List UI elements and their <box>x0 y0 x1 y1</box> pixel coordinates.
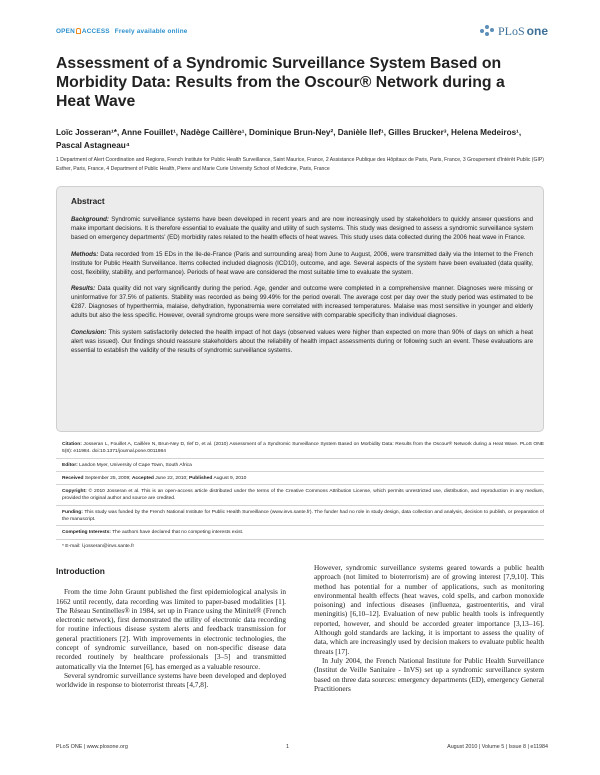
body-paragraph: However, syndromic surveillance systems geared towards a public health approach (not limited to bioterrorism) are of growing interest [7,9,10]. This method has potential for a number of applications, such as monitoring environmental health effects (heat waves, cold spells, and carbon monoxide poisoning) and infectious diseases (influenza, gastroenteritis, and viral meningitis) [6,10–12]. Evaluation of new public health tools is infrequently reported, however, and should be accorded greater importance [3,13–16]. Although gold standards are lacking, it is important to assess the quality of data, which are increasingly used by decision makers to evaluate public health threats [17]. <box>314 563 544 656</box>
editor-text: Landon Myer, University of Cape Town, South Africa <box>77 462 192 468</box>
funding-text: This study was funded by the French National Institute for Public Health Surveillance (www.invs.sante.fr). The funder had no role in study design, data collection and analysis, decision to publish, or preparation of the manuscript. <box>62 509 544 523</box>
body-left-column <box>56 563 286 690</box>
conclusion-text: This system satisfactorily detected the health impact of hot days (observed values were higher than expected on more than 90% of days on which a heat alert was issued). Our findings should reassure stakeholders about the reliability of health impact assessments during or following such an event. These evaluations are essential to establish the validity of the results of syndromic surveillance systems. <box>71 329 533 354</box>
competing-row <box>56 525 544 538</box>
body-right-column <box>314 563 544 693</box>
abstract-box <box>56 186 544 432</box>
plos-one-logo <box>480 22 548 40</box>
footer-issue: August 2010 | Volume 5 | Issue 8 | e11984 <box>447 744 548 750</box>
citation-label: Citation: <box>62 442 82 447</box>
abstract-results <box>71 285 533 321</box>
funding-label: Funding: <box>62 509 83 515</box>
open-label: OPEN <box>56 28 75 35</box>
author-list: Loïc Josseran¹*, Anne Fouillet¹, Nadège Caillère¹, Dominique Brun-Ney², Danièle Ilef¹, Gilles Brucker³, Helena Medeiros¹, Pascal Astagneau⁴ <box>56 128 522 150</box>
received-text: September 25, 2009; <box>83 475 132 481</box>
access-label: ACCESS <box>81 28 110 35</box>
background-label: Background: <box>71 216 109 223</box>
article-metadata <box>56 438 544 552</box>
accepted-text: June 22, 2010; <box>153 475 189 481</box>
editor-label: Editor: <box>62 462 78 468</box>
page-footer <box>56 744 548 750</box>
introduction-heading: Introduction <box>56 566 105 576</box>
abstract-heading: Abstract <box>71 196 105 206</box>
copyright-label: Copyright: <box>62 489 87 495</box>
accepted-label: Accepted <box>131 475 154 481</box>
logo-plos: PLoS <box>497 23 525 38</box>
citation-text: Josseran L, Fouillet A, Caillère N, Brun-Ney D, Ilef D, et al. (2010) Assessment of a Syndromic Surveillance System Based on Morbidity Data: Results from the Oscour® Network during a Heat Wave. PLoS ONE 5(8): e11984. doi:10.1371/journal.pone.0011984 <box>62 442 544 455</box>
methods-label: Methods: <box>71 250 99 258</box>
email-row <box>56 539 544 552</box>
competing-text: The authors have declared that no competing interests exist. <box>110 530 244 536</box>
citation-row <box>56 438 544 458</box>
abstract-background <box>71 216 533 243</box>
open-lock-icon <box>76 28 81 34</box>
footer-journal: PLoS ONE | www.plosone.org <box>56 744 128 750</box>
plos-dots-icon <box>480 24 496 38</box>
results-text: Data quality did not vary significantly during the period. Age, gender and outcome were completed in a comprehensive manner. Diagnoses were missing or uninformative for 37.5% of patients. Stability was recorded as being 99.49% for the period overall. The average cost per day over the study period was estimated to be €287. Diagnoses of hyperthermia, malaise, dehydration, hyponatremia were correlated with increased temperatures. Malaise was most sensitive in younger and elderly adults but also the less specific. However, overall syndrome groups were more sensitive with comparable specificity than individual diagnoses. <box>71 285 533 320</box>
results-label: Results: <box>71 285 96 293</box>
background-text: Syndromic surveillance systems have been developed in recent years and are now increasingly used by stakeholders to quickly answer questions and make important decisions. It is therefore essential to evaluate the quality and utility of such systems. This study was designed to assess a syndromic surveillance system based on emergency departments' (ED) morbidity rates related to the health effects of heat waves. This study uses data collected during the 2006 heat wave in France. <box>71 216 533 241</box>
copyright-text: © 2010 Josseran et al. This is an open-access article distributed under the terms of the Creative Commons Attribution License, which permits unrestricted use, distribution, and reproduction in any medium, provided the original author and source are credited. <box>62 489 544 502</box>
conclusion-label: Conclusion: <box>71 329 107 337</box>
published-label: Published <box>188 475 213 481</box>
article-title: Assessment of a Syndromic Surveillance System Based on Morbidity Data: Results from the Oscour® Network during a Heat Wave <box>56 55 505 110</box>
body-paragraph: Several syndromic surveillance systems have been developed and deployed worldwide in response to bioterrorist threats [4,7,8]. <box>56 670 286 690</box>
journal-header <box>56 22 548 40</box>
body-paragraph: From the time John Graunt published the first epidemiological analysis in 1662 until recently, data recording was limited to paper-based modalities [1]. The Réseau Sentinelles® in 1984, set up in France using the Minitel® (French electronic network), first demonstrated the utility of electronic data recording for routine infectious disease system alerts and feedback transmission for general practitioners [2]. With improvements in electronic technologies, the concept of syndromic surveillance, based on non-specific disease data recorded routinely by healthcare professionals [3–5] and transmitted automatically via the Internet [6], has emerged as a valuable resource. <box>56 587 286 671</box>
published-text: August 9, 2010 <box>212 475 247 481</box>
abstract-conclusion <box>71 329 533 356</box>
abstract-methods <box>71 251 533 278</box>
copyright-row <box>56 484 544 505</box>
methods-text: Data recorded from 15 EDs in the Ile-de-France (Paris and surrounding area) from June to August, 2006, were transmitted daily via the Internet to the French Institute for Public Health Surveillance. Items collected included diagnosis (ICD10), outcome, and age. Several aspects of the system have been evaluated (data quality, cost, flexibility, stability, and performance). Periods of heat wave are considered the most suitable time to evaluate the system. <box>71 250 533 276</box>
received-label: Received <box>62 475 84 481</box>
editor-row <box>56 458 544 471</box>
dates-row <box>56 471 544 484</box>
logo-one: one <box>526 24 548 38</box>
free-label: Freely available online <box>114 28 188 35</box>
email-text[interactable]: * E-mail: l.josseran@invs.sante.fr <box>62 543 135 549</box>
open-access-badge <box>56 28 188 35</box>
body-paragraph: In July 2004, the French National Institute for Public Health Surveillance (Institut de Veille Sanitaire - InVS) set up a syndromic surveillance system based on three data sources: emergency departments (ED), emergency General Practitioners <box>314 655 544 693</box>
footer-page-number: 1 <box>285 744 289 750</box>
competing-label: Competing Interests: <box>62 530 111 536</box>
funding-row <box>56 505 544 526</box>
affiliations: 1 Department of Alert Coordination and Regions, French Institute for Public Health Surveillance, Saint Maurice, France, 2 Assistance Publique des Hôpitaux de Paris, Paris, France, 3 Groupement d'Intérêt Public (GIP) Esther, Paris, France, 4 Department of Public Health, Pierre and Marie Curie University School of Medicine, Paris, France <box>56 157 544 172</box>
